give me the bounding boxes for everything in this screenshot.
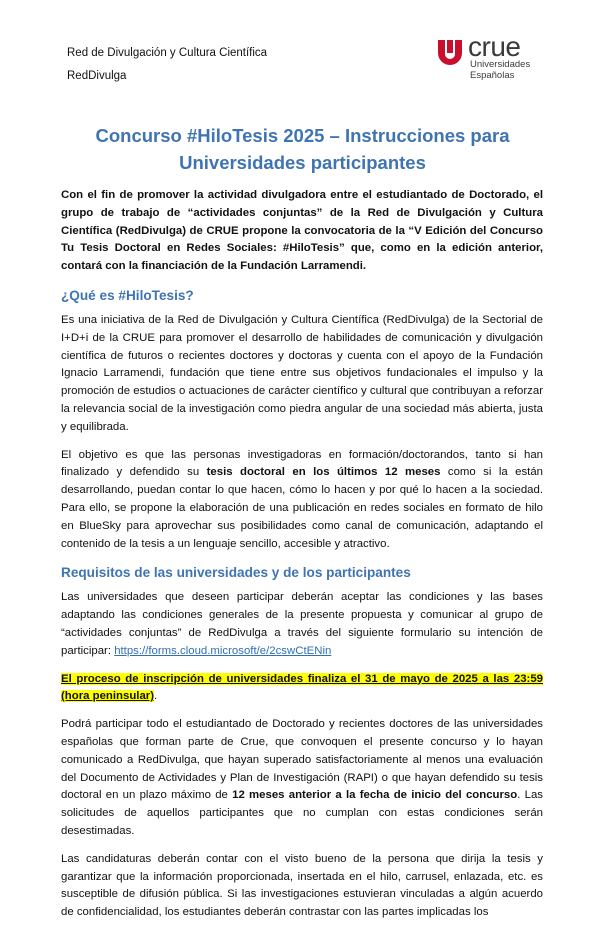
document-body <box>61 187 543 932</box>
crue-logo <box>438 31 558 86</box>
section-heading-what-is: ¿Qué es #HiloTesis? <box>61 287 194 303</box>
deadline-highlight: El proceso de inscripción de universidades finaliza el 31 de mayo de 2025 a las 23:59 (hora peninsular) <box>61 672 543 703</box>
what-is-paragraph-1: Es una iniciativa de la Red de Divulgación y Cultura Científica (RedDivulga) de la Sectorial de I+D+i de la CRUE para promover el desarrollo de habilidades de comunicación y divulgación científica de futuros o recientes doctores y doctoras y cuenta con el apoyo de la Fundación Ignacio Larramendi, fundación que tiene entre sus objetivos fundacionales el impulso y la promoción de estudios o actuaciones de carácter científico y cultural que contribuyan a reforzar la relevancia social de la investigación como piedra angular de una sociedad más abierta, justa y equilibrada. <box>61 313 543 433</box>
what-is-paragraph-2: El objetivo es que las personas investigadoras en formación/doctorandos, tanto si han finalizado y defendido su tesis doctoral en los últimos 12 meses como si la están desarrollando, puedan contar lo que hacen, cómo lo hacen y por qué lo hacen a la sociedad. Para ello, se propone la elaboración de una publicación en redes sociales en formato de hilo en BlueSky para aprovechar sus posibilidades como canal de comunicación, adaptando el contenido de la tesis a un lenguaje sencillo, accesible y atractivo. <box>61 448 543 550</box>
logo-wordmark: crue <box>468 31 521 62</box>
emphasis-12-months: tesis doctoral en los últimos 12 meses <box>206 466 441 479</box>
emphasis-deadline-period: 12 meses anterior a la fecha de inicio del concurso <box>232 789 518 802</box>
title-line2: Universidades participantes <box>179 152 426 173</box>
page-title <box>40 122 565 176</box>
intro-paragraph: Con el fin de promover la actividad divulgadora entre el estudiantado de Doctorado, el grupo de trabajo de “actividades conjuntas” de la Red de Divulgación y Cultura Científica (RedDivulga) de CRUE propone la convocatoria de la “V Edición del Concurso Tu Tesis Doctoral en Redes Sociales: #HiloTesis” que, como en la edición anterior, contará con la financiación de la Fundación Larramendi. <box>61 189 543 273</box>
logo-subtitle <box>470 60 530 81</box>
logo-subtitle-line2: Españolas <box>470 69 515 81</box>
header-left <box>67 42 267 88</box>
header-network-short: RedDivulga <box>67 70 127 82</box>
title-line1: Concurso #HiloTesis 2025 – Instrucciones para <box>95 125 510 146</box>
crue-logo-icon <box>438 40 462 66</box>
deadline-notice: El proceso de inscripción de universidades finaliza el 31 de mayo de 2025 a las 23:59 (hora peninsular). <box>61 672 543 703</box>
requirements-paragraph-3: Las candidaturas deberán contar con el visto bueno de la persona que dirija la tesis y garantizar que la información proporcionada, insertada en el hilo, carrusel, enlazada, etc. es susceptible de difusión pública. Si las investigaciones estuvieran vinculadas a algún acuerdo de confidencialidad, los estudiantes deberán contrastar con las partes implicadas los <box>61 852 543 919</box>
logo-subtitle-line1: Universidades <box>470 59 531 70</box>
section-heading-requirements: Requisitos de las universidades y de los participantes <box>61 565 411 581</box>
requirements-paragraph-1: Las universidades que deseen participar deberán aceptar las condiciones y las bases adaptando las condiciones generales de la presente propuesta y comunicar al grupo de “actividades conjuntas” de RedDivulga a través del siguiente formulario su intención de participar: https://forms.cloud.microsoft/e/2cswCtENin <box>61 591 543 657</box>
registration-form-link[interactable]: https://forms.cloud.microsoft/e/2cswCtENin <box>114 644 332 657</box>
requirements-paragraph-2: Podrá participar todo el estudiantado de Doctorado y recientes doctores de las universidades españolas que forman parte de Crue, que convoquen el presente concurso y lo hayan comunicado a RedDivulga, que hayan superado satisfactoriamente al menos una evaluación del Documento de Actividades y Plan de Investigación (RAPI) o que hayan defendido su tesis doctoral en un plazo máximo de 12 meses anterior a la fecha de inicio del concurso. Las solicitudes de aquellos participantes que no cumplan con estas condiciones serán desestimadas. <box>61 718 543 837</box>
header-network-name: Red de Divulgación y Cultura Científica <box>67 47 268 59</box>
